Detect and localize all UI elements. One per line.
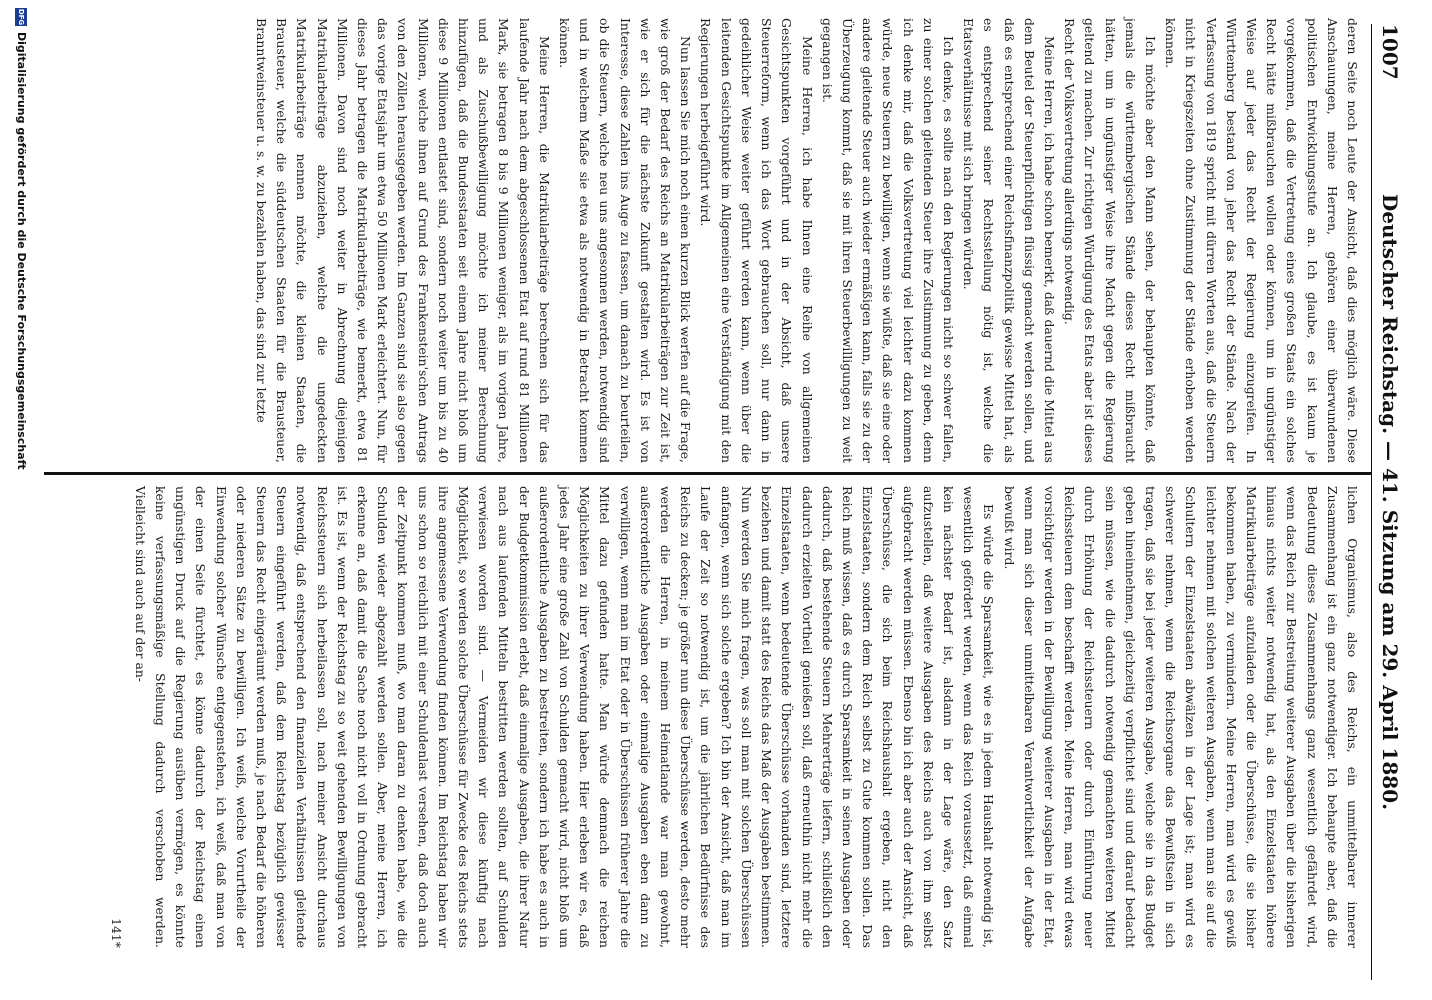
digitization-credit	[15, 8, 28, 470]
paragraph: Ich denke, es sollte nach den Regierungen nicht so schwer fallen, zu einer solchen gleitenden Steuer ihre Zustimmung zu geben, denn ich denke mir, daß die Volksvertretung viel leichter dazu kommen würde, neue Steuern zu bewilligen, wenn sie wüßte, daß sie eine oder andere gleitende Steuer auch wieder ermäßigen kann, falls sie zu der Überzeugung kommt, daß sie mit ihren Steuerbewilligungen zu weit gegangen ist.	[819, 18, 956, 463]
dfg-logo-icon: DFG	[17, 8, 26, 26]
running-head: Deutscher Reichstag. — 41. Sitzung am 29. April 1880.	[1378, 193, 1402, 811]
sheet-signature: 141*	[108, 918, 124, 948]
page-header	[1371, 24, 1406, 980]
paragraph: deren Seite noch Leute der Ansicht, daß dies möglich wäre. Diese Anschauungen, meine Herren, gehören einer überwundenen politischen Entwicklungsstufe an. Ich glaube, es ist kaum je vorgekommen, daß die Vertretung eines großen Staats ein solches Recht hätte mißbrauchen wollen oder können, um in ungünstiger Weise auf jeder das Recht der Regierung einzugreifen. In Württemberg bestand von jeher das Recht der Stände. Nach der Verfassung von 1819 spricht mit dürren Worten aus, daß die Steuern nicht in Kriegszeiten ohne Zustimmung der Stände erhoben werden können.	[1163, 18, 1360, 463]
column-divider	[44, 472, 1372, 475]
paragraph: Meine Herren, die Matrikularbeiträge berechnen sich für das laufende Jahr nach dem abgeschlossenen Etat auf rund 81 Millionen Mark, sie betragen 8 bis 9 Millionen weniger, als im vorigen Jahre, und als Zuschußbewilligung möchte ich meiner Berechnung hinzufügen, daß die Bundesstaaten seit einem Jahre nicht bloß um diese 9 Millionen entlastet sind, sondern noch weiter um bis zu 40 Millionen, welche ihnen auf Grund des Frankenstein'schen Antrags von den Zöllen herausgegeben werden. Im Ganzen sind sie also gegen das vorige Etatsjahr um etwa 50 Millionen Mark erleichtert. Nun, für dieses Jahr betragen die Matrikularbeiträge, wie bemerkt, etwa 81 Millionen. Davon sind noch weiter in Abrechnung diejenigen Matrikularbeiträge abzuziehen, welche die ungedeckten Matrikularbeiträge nennen möchte, die kleinen Staaten, die Brausteuer, welche die süddeutschen Staaten für die Brausteuer, Branntweinsteuer u. s. w. zu bezahlen haben, das sind zur letzte	[254, 18, 552, 463]
paragraph: lichen Organismus, also des Reichs, ein unmittelbarer innerer Zusammenhang ist ein ganz notwendiger. Ich behaupte aber, daß die Bedeutung dieses Zusammenhangs ganz wesentlich gefährdet wird, wenn das Reich zur Bestreitung weiterer Ausgaben über die bisherigen hinaus nichts weiter notwendig hat, als den Einzelstaaten höhere Matrikularbeiträge aufzuladen oder die Überschüsse, die sie bisher bekommen haben, zu vermindern. Meine Herren, man wird es gewiß leichter nehmen mit solchen weiteren Ausgaben, wenn man sie auf die Schultern der Einzelstaaten abwälzen in der Lage ist; man wird es schwerer nehmen, wenn die Reichsorgane das Bewußtsein in sich tragen, daß sie bei jeder weiteren Ausgabe, welche sie in das Budget geben hineinnehmen, gleichzeitig verpflichtet sind und darauf bedacht sein müssen, wie die dadurch notwendig gemachten weiteren Mittel durch Erhöhung der Reichssteuern oder durch Einführung neuer Reichssteuern dem beschafft werden. Meine Herren, man wird etwas vorsichtiger werden in der Bewilligung weiterer Ausgaben in der Etat, wenn man sich dieser unmittelbaren Verantwortlichkeit der Aufgabe bewußt wird.	[1001, 486, 1360, 948]
page-number: 1007	[1378, 24, 1402, 80]
right-column	[103, 486, 1362, 948]
paragraph: Es würde die Sparsamkeit, wie es in jedem Haushalt notwendig ist, wesentlich gefördert werden, wenn das Reich voraussetzt, daß einmal kein nächster Bedarf ist, alsdann in der Lage wäre, den Satz aufzustellen, daß weitere Ausgaben des Reichs auch von ihm selbst aufgebracht werden müssen. Ebenso bin ich aber auch der Ansicht, daß Überschüsse, die sich beim Reichshaushalt ergeben, nicht den Einzelstaaten, sondern dem Reich selbst zu Gute kommen sollen. Das Reich muß wissen, daß es durch Sparsamkeit in seinen Ausgaben oder dadurch, daß bestehende Steuern Mehrerträge liefern, schließlich den dadurch erzielten Vortheil genießen soll, daß erneuthin nicht mehr die Einzelstaaten, wenn bedeutende Überschüsse vorhanden sind, letztere beziehen und damit statt des Reichs das Maß der Ausgaben bestimmen. Nun werden Sie mich fragen, was soll man mit solchen Überschüssen anfangen, wenn sich solche ergeben? Ich bin der Ansicht, daß man im Laufe der Zeit so notwendig ist, um die jährlichen Bedürfnisse des Reichs zu decken; je größer nun diese Überschüsse werden, desto mehr werden die Herren, in meinem Heimatlande war man gewohnt, außerordentliche Ausgaben oder einmalige Ausgaben eben dann zu verwilligen, wenn man im Etat oder in Überschüssen früherer Jahre die Mittel dazu gefunden hatte. Man würde demnach die reichen Möglichkeiten zu ihrer Verwendung haben. Hier erleben wir es, daß jedes Jahr eine große Zahl von Schulden gemacht wird, nicht bloß um außerordentliche Ausgaben zu bestreiten, sondern ich habe es auch in der Budgetkommission erlebt, daß einmalige Ausgaben, die ihrer Natur nach aus laufenden Mitteln bestritten werden sollten, auf Schulden verwiesen worden sind. — Vermeiden wir diese künftig nach Möglichkeit, so werden solche Überschüsse für Zwecke des Reichs stets ihre angemessene Verwendung finden können. Im Reichstag haben wir uns schon so reichlich mit einer Schuldenlast versehen, daß doch auch der Zeitpunkt kommen muß, wo man daran zu denken habe, wie die Schulden wieder abgezahlt werden sollen. Aber, meine Herren, ich erkenne an, daß damit die Sache noch nicht voll in Ordnung gebracht ist. Es ist, wenn der Reichstag zu so weit gehenden Bewilligungen von Reichssteuern sich herbeilassen soll, nach meiner Ansicht durchaus notwendig, daß entsprechend den finanziellen Verhältnissen gleitende Steuern eingeführt werden, daß dem Reichstag bezüglich gewisser Steuern das Recht eingeräumt werden muß, je nach Bedarf die höheren oder niederen Sätze zu bewilligen. Ich weiß, welche Vorurtheile der Einwendung solcher Wünsche entgegenstehen, ich weiß, daß man von der einen Seite fürchtet, es könne dadurch der Reichstag einen ungünstigen Druck auf die Regierung ausüben vermögen, es könnte keine verfassungsmäßige Stellung dadurch verschoben werden. Vielleicht sind auch auf der an-	[132, 486, 997, 948]
digitization-credit-text: Digitalisierung gefördert durch die Deutsche Forschungsgemeinschaft	[15, 32, 28, 470]
paragraph: Meine Herren, ich habe Ihnen eine Reihe von allgemeinen Gesichtspunkten vorgeführt und in der Absicht, daß unsere Steuerreform, wenn ich das Wort gebrauchen soll, nur dann in gedeihlicher Weise weiter geführt werden kann, wenn über die leitenden Gesichtspunkte im Allgemeinen eine Verständigung mit den Regierungen herbeigeführt wird.	[698, 18, 815, 463]
paragraph: Nun lassen Sie mich noch einen kurzen Blick werfen auf die Frage, wie groß der Bedarf des Reichs an Matrikularbeiträgen zur Zeit ist, wie er sich für die nächste Zukunft gestalten wird. Es ist von Interesse, diese Zahlen ins Auge zu fassen, um danach zu beurteilen, ob die Steuern, welche neu uns angesonnen werden, notwendig sind und in welchem Maße sie etwa als notwendig in Betracht kommen können.	[557, 18, 694, 463]
paragraph: Ich möchte aber den Mann sehen, der behaupten könnte, daß jemals die württembergischen Stände dieses Recht mißbraucht hätten, um in ungünstiger Weise ihre Macht gegen die Regierung geltend zu machen. Zur richtigen Würdigung des Etats aber ist dieses Recht der Volksvertretung allerdings notwendig.	[1062, 18, 1158, 463]
paragraph: Meine Herren, ich habe schon bemerkt, daß dauernd die Mittel aus dem Beutel der Steuerpflichtigen flüssig gemacht werden sollen, und daß es entsprechend einer Reichsfinanzpolitik gewisse Mittel hat, als es entsprechend seiner Rechtsstellung nötig ist, welche die Etatsverhältnisse mit sich bringen würden.	[961, 18, 1057, 463]
left-column	[251, 18, 1362, 463]
